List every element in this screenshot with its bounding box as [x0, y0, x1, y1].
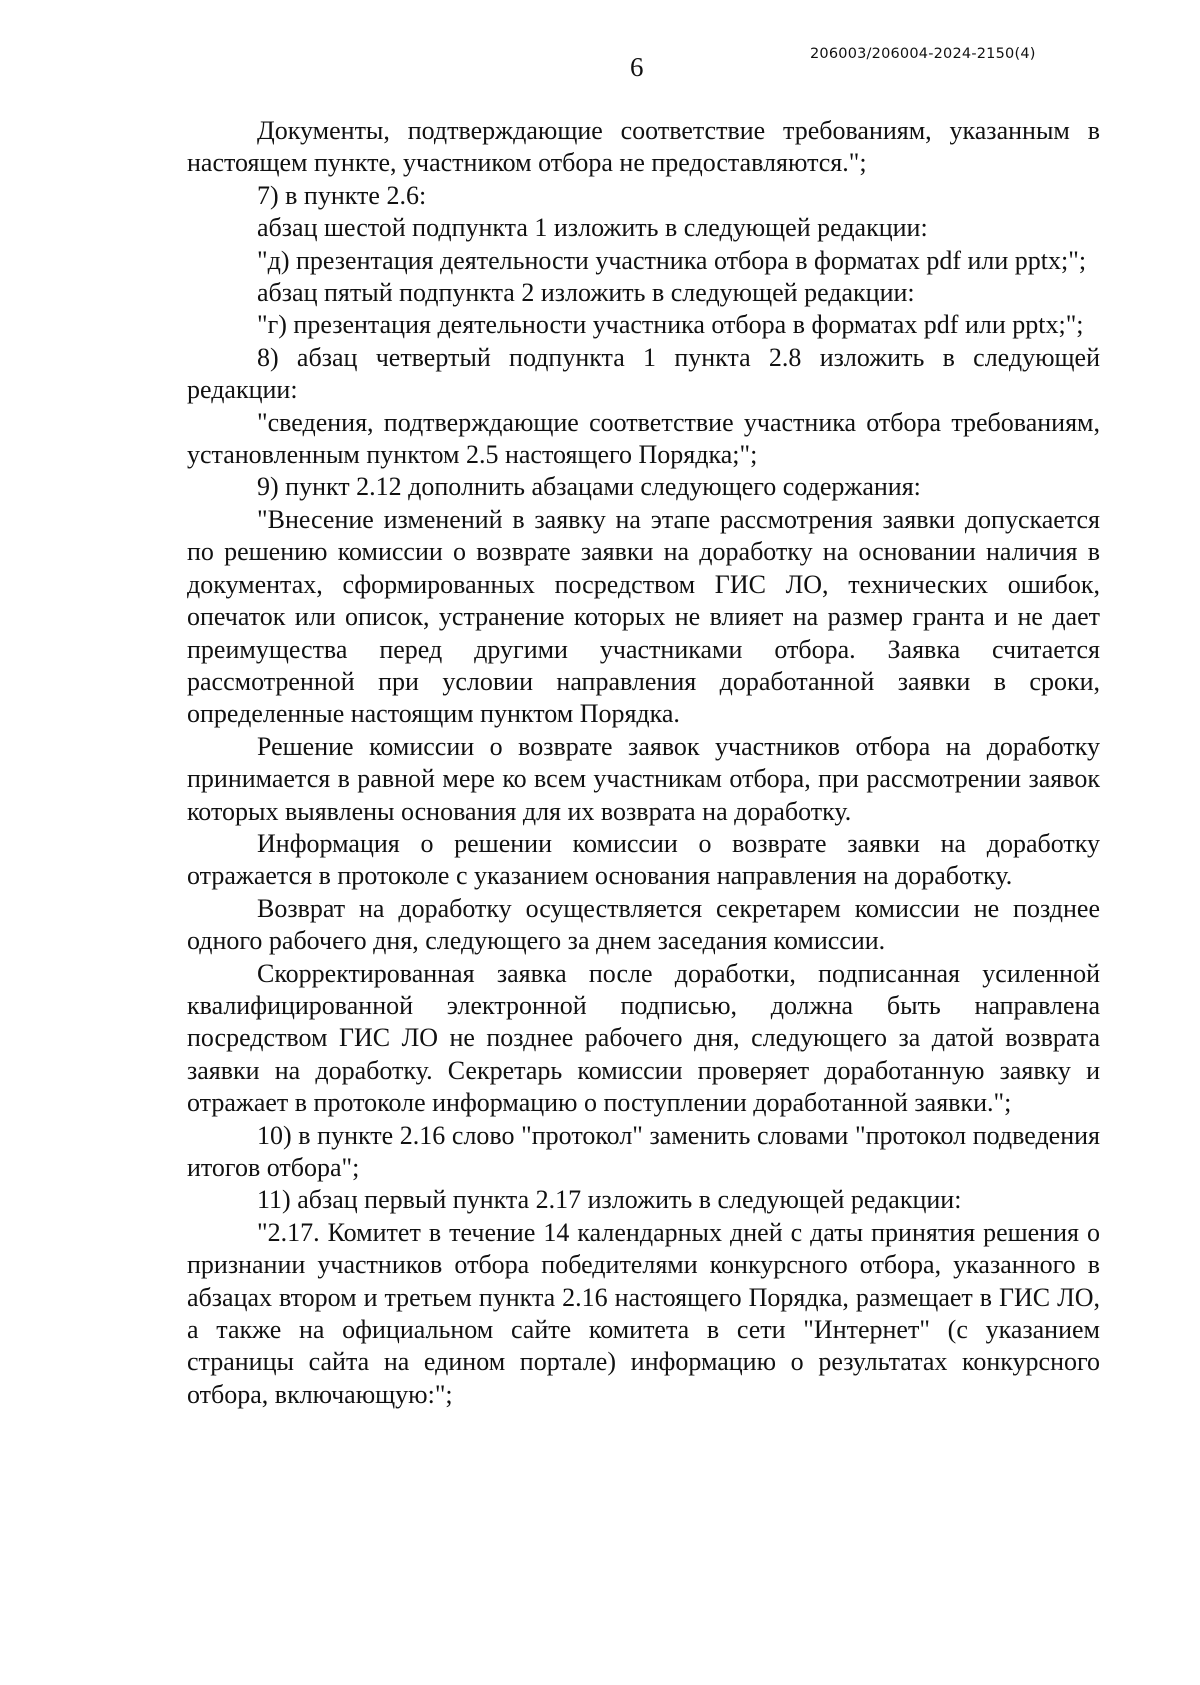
paragraph: 9) пункт 2.12 дополнить абзацами следующего содержания:: [257, 472, 921, 502]
paragraph: Решение комиссии о возврате заявок участников отбора на доработку принимается в равной мере ко всем участникам отбора, при рассмотрении заявок которых выявлены основания для их возврата на доработку.: [187, 731, 1100, 826]
page-number: 6: [630, 52, 644, 82]
paragraph: "сведения, подтверждающие соответствие участника отбора требованиям, установленным пунктом 2.5 настоящего Порядка;";: [187, 407, 1100, 470]
paragraph: "Внесение изменений в заявку на этапе рассмотрения заявки допускается по решению комиссии о возврате заявки на доработку на основании наличия в документах, сформированных посредством ГИС ЛО, технических ошибок, опечаток или описок, устранение которых не влияет на размер гранта и не дает преимущества перед другими участниками отбора. Заявка считается рассмотренной при условии направления доработанной заявки в сроки, определенные настоящим пунктом Порядка.: [187, 504, 1100, 729]
paragraph: Возврат на доработку осуществляется секретарем комиссии не позднее одного рабочего дня, следующего за днем заседания комиссии.: [187, 893, 1100, 956]
paragraph: "г) презентация деятельности участника отбора в форматах pdf или pptx;";: [257, 310, 1084, 340]
paragraph: Документы, подтверждающие соответствие требованиям, указанным в настоящем пункте, участником отбора не предоставляются.";: [187, 116, 1100, 178]
paragraph: 8) абзац четвертый подпункта 1 пункта 2.8 изложить в следующей редакции:: [187, 342, 1100, 405]
paragraph: Информация о решении комиссии о возврате заявки на доработку отражается в протоколе с указанием основания направления на доработку.: [187, 828, 1100, 891]
paragraph: Скорректированная заявка после доработки, подписанная усиленной квалифицированной электронной подписью, должна быть направлена посредством ГИС ЛО не позднее рабочего дня, следующего за датой возврата заявки на доработку. Секретарь комиссии проверяет доработанную заявку и отражает в протоколе информацию о поступлении доработанной заявки.";: [187, 958, 1100, 1118]
paragraph: "д) презентация деятельности участника отбора в форматах pdf или pptx;";: [257, 245, 1087, 275]
paragraph: 11) абзац первый пункта 2.17 изложить в следующей редакции:: [257, 1185, 962, 1215]
paragraph: "2.17. Комитет в течение 14 календарных дней с даты принятия решения о признании участников отбора победителями конкурсного отбора, указанного в абзацах втором и третьем пункта 2.16 настоящего Порядка, размещает в ГИС ЛО, а также на официальном сайте комитета в сети "Интернет" (с указанием страницы сайта на едином портале) информацию о результатах конкурсного отбора, включающую:";: [187, 1217, 1100, 1409]
paragraph: абзац пятый подпункта 2 изложить в следующей редакции:: [257, 278, 915, 308]
paragraph: 10) в пункте 2.16 слово "протокол" заменить словами "протокол подведения итогов отбора";: [187, 1120, 1100, 1182]
document-registration-code: 206003/206004-2024-2150(4): [810, 46, 1036, 62]
document-body: [187, 115, 1100, 1411]
paragraph: 7) в пункте 2.6:: [257, 180, 427, 210]
paragraph: абзац шестой подпункта 1 изложить в следующей редакции:: [257, 213, 928, 243]
